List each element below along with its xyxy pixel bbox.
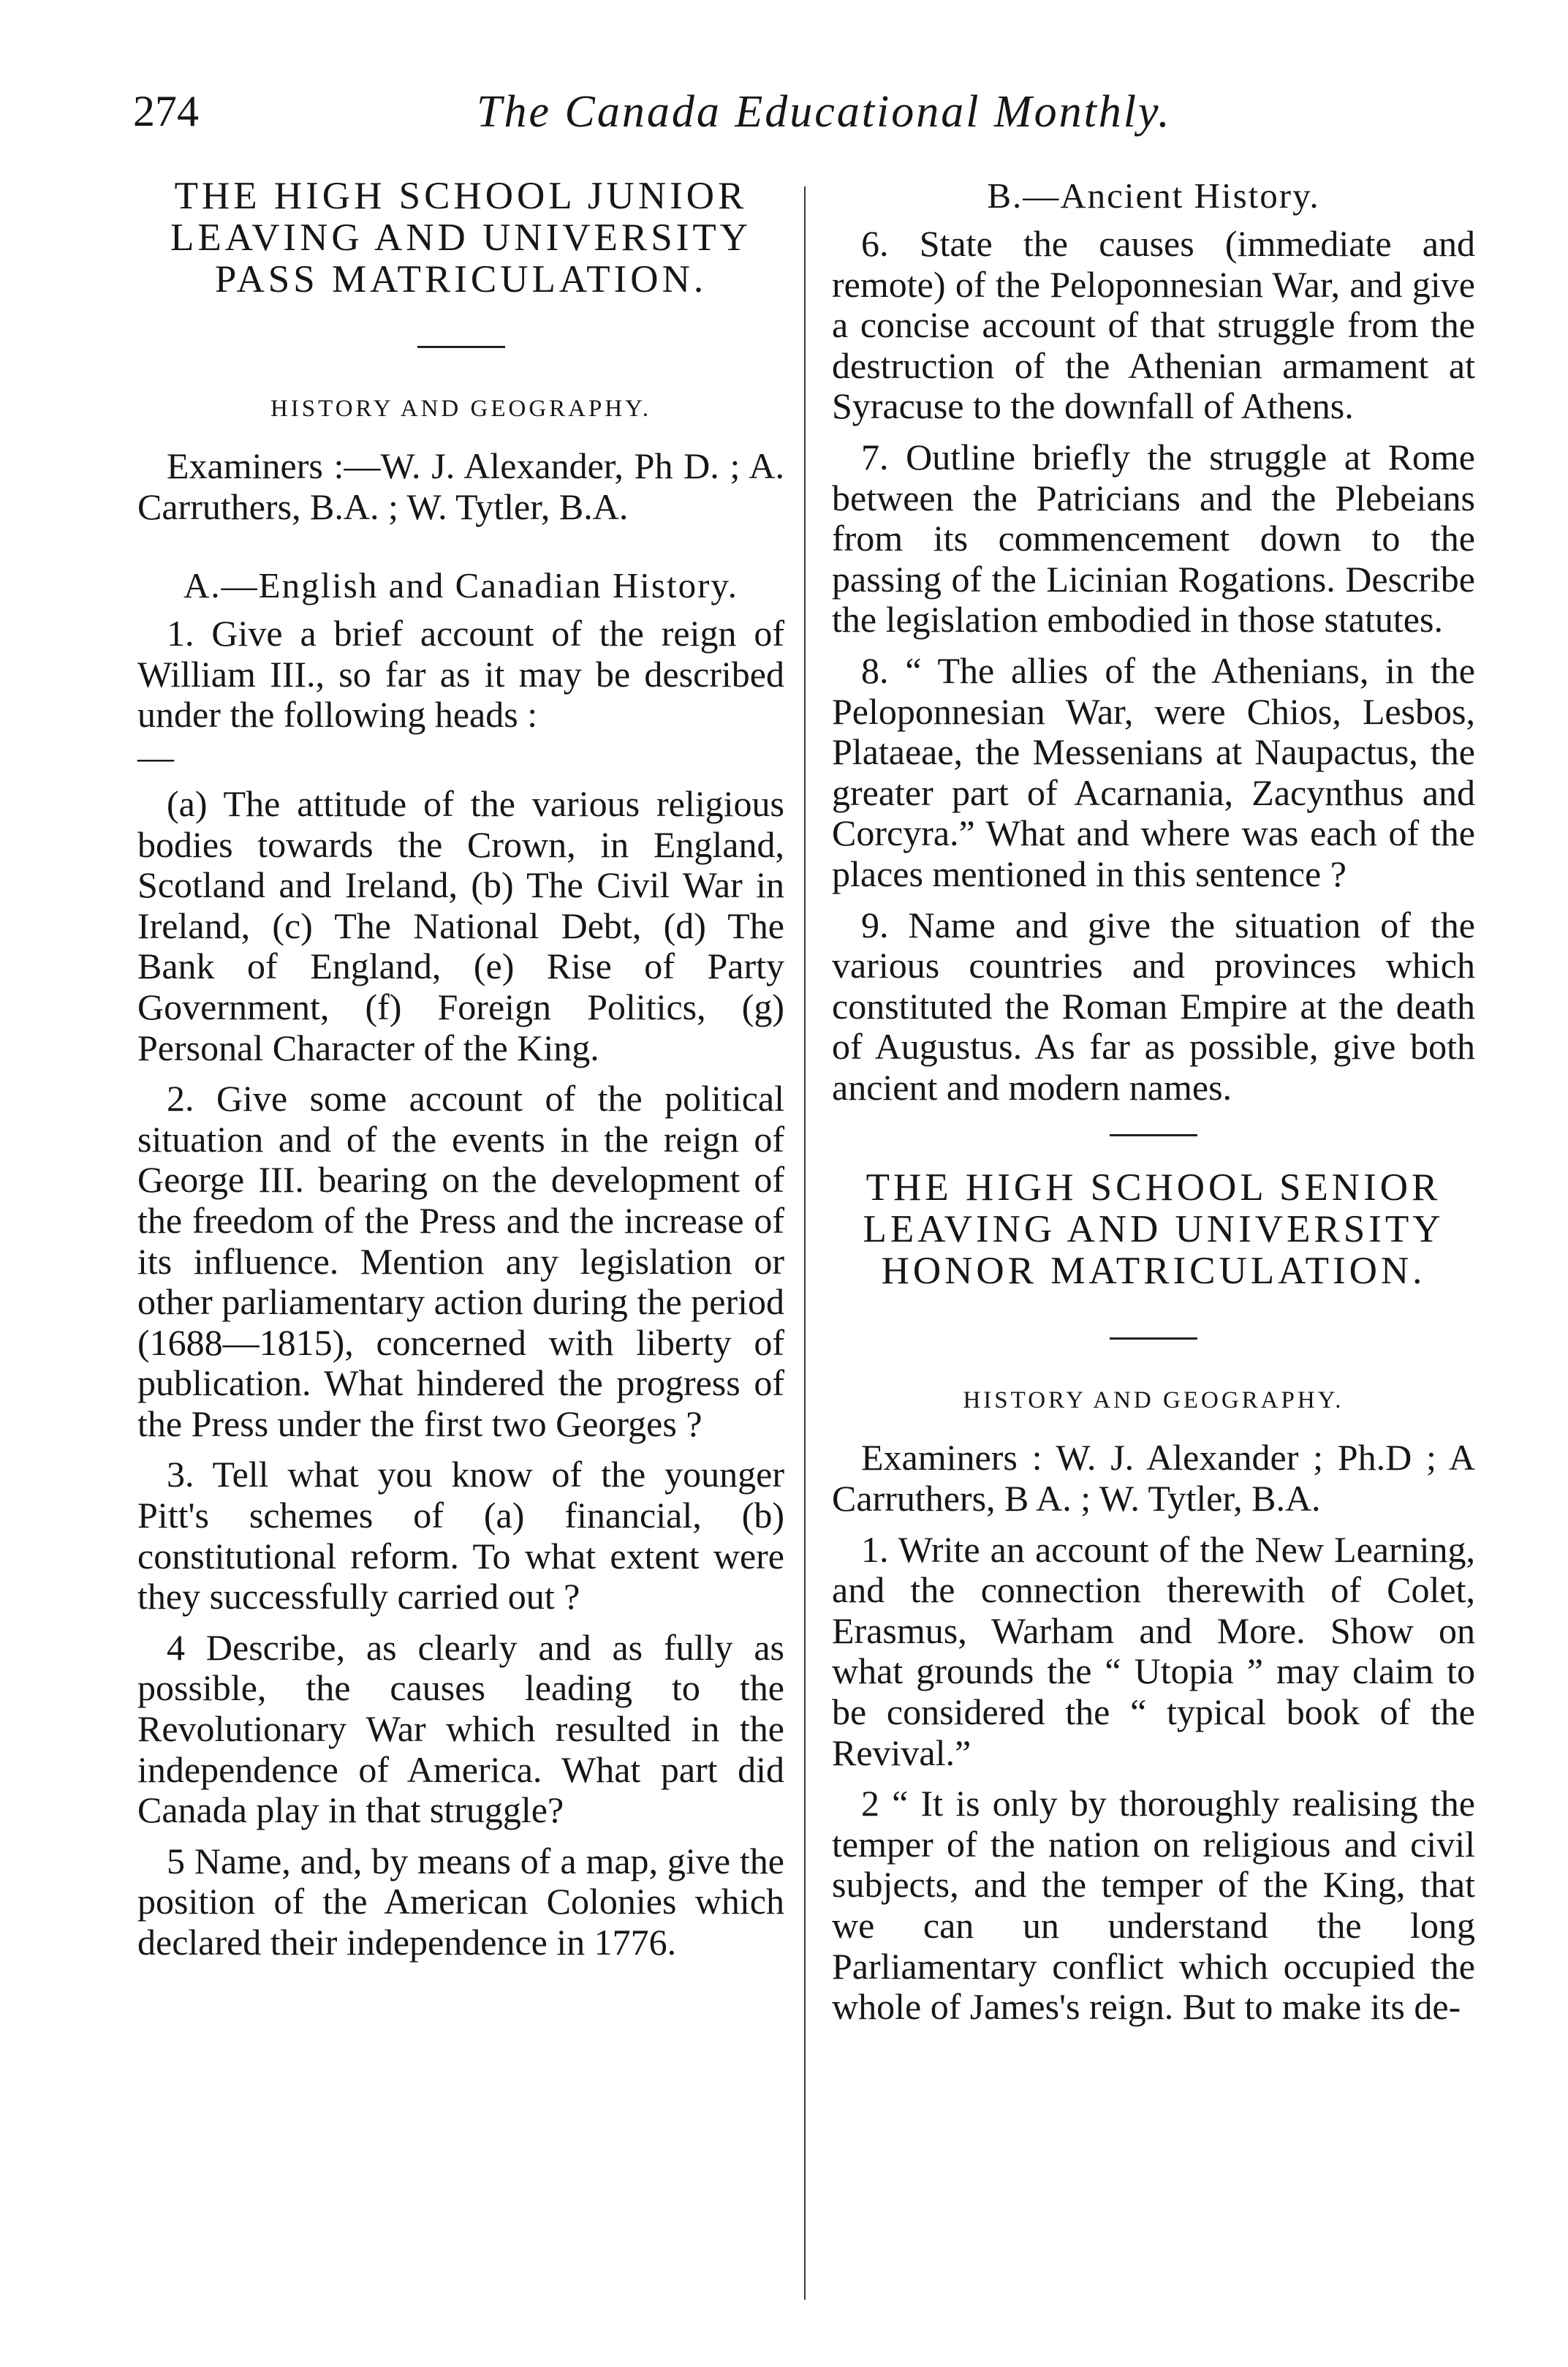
question-1-dash: — bbox=[137, 736, 174, 777]
question-5: 5 Name, and, by means of a map, give the position of the American Colonies which declared their independence in 1776. bbox=[137, 1840, 784, 1963]
left-column bbox=[137, 175, 784, 1974]
examiners-line: Examiners :—W. J. Alexander, Ph D. ; A. Carruthers, B.A. ; W. Tytler, B.A. bbox=[137, 445, 784, 527]
journal-title: The Canada Educational Monthly. bbox=[477, 87, 1172, 137]
question-3: 3. Tell what you know of the younger Pitt's schemes of (a) financial, (b) constitutional reform. To what extent were they successfully carried out ? bbox=[137, 1454, 784, 1617]
senior-question-2: 2 “ It is only by thoroughly realising the temper of the nation on religious and civil subjects, and the temper of the King, that we can un understand the long Parliamentary conflict which occupied the whole of James's reign. But to make its de- bbox=[832, 1783, 1475, 2028]
junior-leaving-heading: THE HIGH SCHOOL JUNIOR LEAVING AND UNIVERSITY PASS MATRICULATION. bbox=[170, 175, 752, 301]
question-6: 6. State the causes (immediate and remote) of the Peloponnesian War, and give a concise account of that struggle from the destruction of the Athenian armament at Syracuse to the downfall of Athens. bbox=[832, 223, 1475, 427]
page-number: 274 bbox=[133, 87, 199, 135]
question-7: 7. Outline briefly the struggle at Rome between the Patricians and the Plebeians from its commencement down to the passing of the Licinian Rogations. Describe the legislation embodied in those statutes. bbox=[832, 436, 1475, 641]
senior-leaving-heading: THE HIGH SCHOOL SENIOR LEAVING AND UNIVERSITY HONOR MATRICULATION. bbox=[863, 1166, 1444, 1293]
question-8: 8. “ The allies of the Athenians, in the Peloponnesian War, were Chios, Lesbos, Plataeae, the Messenians at Naupactus, the greater part of Acarnania, Zacynthus and Corcyra.” What and where was each of the places mentioned in this sentence ? bbox=[832, 649, 1475, 894]
question-9: 9. Name and give the situation of the various countries and provinces which constituted the Roman Empire at the death of Augustus. As far as possible, give both ancient and modern names. bbox=[832, 904, 1475, 1108]
question-4: 4 Describe, as clearly and as fully as possible, the causes leading to the Revolutionary War which resulted in the independence of America. What part did Canada play in that struggle? bbox=[137, 1626, 784, 1831]
section-a-title: A.—English and Canadian History. bbox=[183, 565, 738, 606]
column-divider bbox=[804, 186, 806, 2300]
senior-question-1: 1. Write an account of the New Learning, and the connection therewith of Colet, Erasmus, Warham and More. Show on what grounds the “ Utopia ” may claim to be considered the “ typical book of the Revival.” bbox=[832, 1528, 1475, 1773]
examiners-line-2: Examiners : W. J. Alexander ; Ph.D ; A Carruthers, B A. ; W. Tytler, B.A. bbox=[832, 1437, 1475, 1520]
right-column bbox=[832, 175, 1475, 2038]
question-1-heads: (a) The attitude of the various religious bodies towards the Crown, in England, Scotland and Ireland, (b) The Civil War in Ireland, (c) The National Debt, (d) The Bank of England, (e) Rise of Party Government, (f) Foreign Politics, (g) Personal Character of the King. bbox=[137, 782, 784, 1068]
heading-rule bbox=[417, 346, 505, 348]
running-head bbox=[133, 86, 1449, 152]
question-2: 2. Give some account of the political situation and of the events in the reign of George III. bearing on the development of the freedom of the Press and the increase of its influence. Mention any legislation or other parliamentary action during the period (1688—1815), concerned with liberty of publication. What hindered the progress of the Press under the first two Georges ? bbox=[137, 1078, 784, 1444]
section-b-title: B.—Ancient History. bbox=[987, 175, 1320, 216]
history-geography-subhead-2: HISTORY AND GEOGRAPHY. bbox=[963, 1387, 1344, 1414]
history-geography-subhead: HISTORY AND GEOGRAPHY. bbox=[270, 396, 652, 422]
section-separator-rule bbox=[1110, 1134, 1197, 1136]
heading-rule-2 bbox=[1110, 1337, 1197, 1340]
question-1: 1. Give a brief account of the reign of William III., so far as it may be described under the following heads : bbox=[137, 613, 784, 736]
